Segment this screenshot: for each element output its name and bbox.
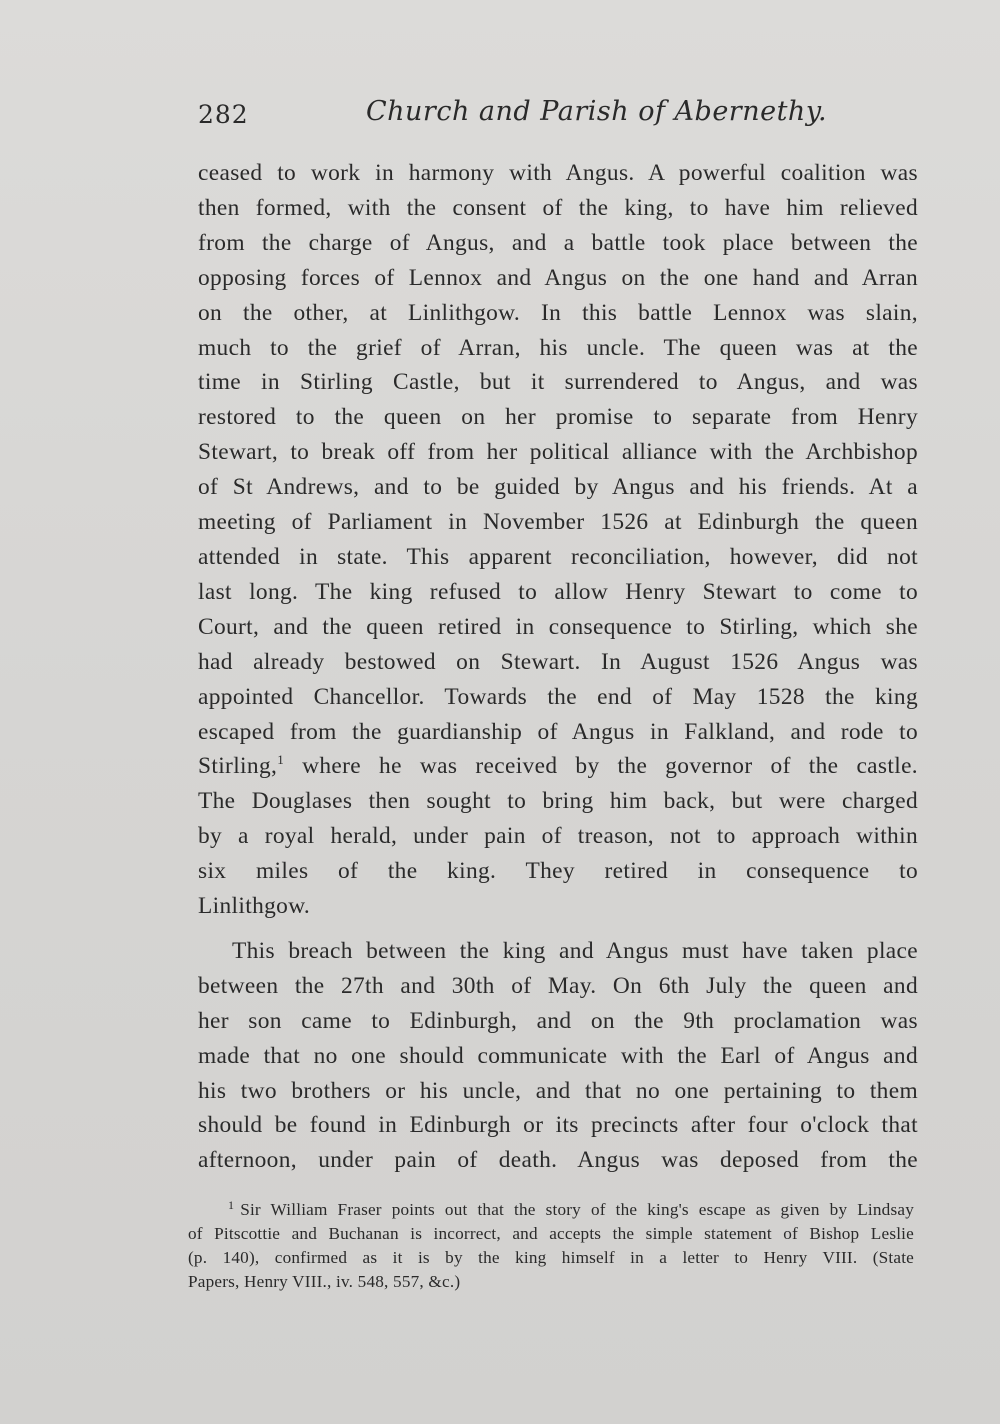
text-line: Court, and the queen retired in consequence to Stirling, which she [198,613,918,640]
text-line: Linlithgow. [198,893,311,920]
footnote-line [188,1198,914,1222]
text-line: then formed, with the consent of the king, to have him relieved [198,194,918,221]
text-line: restored to the queen on her promise to separate from Henry [198,404,918,431]
footnote-mark: 1 [228,1198,235,1212]
footnote-line: (p. 140), confirmed as it is by the king himself in a letter to Henry VIII. (State [188,1248,914,1267]
text-line: Stewart, to break off from her political alliance with the Archbishop [198,439,918,466]
text-line: afternoon, under pain of death. Angus was deposed from the [198,1147,918,1174]
text-line: made that no one should communicate with the Earl of Angus and [198,1042,918,1069]
text-line: by a royal herald, under pain of treason, not to approach within [198,823,918,850]
text-line: should be found in Edinburgh or its precincts after four o'clock that [198,1112,918,1139]
text-line: between the 27th and 30th of May. On 6th July the queen and [198,972,918,999]
text-line: attended in state. This apparent reconciliation, however, did not [198,543,918,570]
footnote-reference: 1 [277,752,285,768]
text-line: The Douglases then sought to bring him back, but were charged [198,788,918,815]
text-fragment: Stirling, [198,753,278,780]
text-line: meeting of Parliament in November 1526 at Edinburgh the queen [198,509,918,536]
text-line: opposing forces of Lennox and Angus on the one hand and Arran [198,264,918,291]
paragraph-gap [198,924,918,934]
text-line: on the other, at Linlithgow. In this battle Lennox was slain, [198,299,918,326]
page-number: 282 [198,100,249,129]
text-line: This breach between the king and Angus must have taken place [232,937,918,964]
text-line: escaped from the guardianship of Angus in Falkland, and rode to [198,718,918,745]
text-line: had already bestowed on Stewart. In August 1526 Angus was [198,648,918,675]
text-line: appointed Chancellor. Towards the end of May 1528 the king [198,683,918,710]
footnote-text: Sir William Fraser points out that the story of the king's escape as given by Lindsay [240,1200,914,1219]
text-line: from the charge of Angus, and a battle took place between the [198,229,918,256]
text-line: last long. The king refused to allow Henry Stewart to come to [198,578,918,605]
text-line: her son came to Edinburgh, and on the 9th proclamation was [198,1007,918,1034]
text-line: time in Stirling Castle, but it surrendered to Angus, and was [198,369,918,396]
footnote-line: Papers, Henry VIII., iv. 548, 557, &c.) [188,1272,461,1291]
footnote-line: of Pitscottie and Buchanan is incorrect, and accepts the simple statement of Bishop Leslie [188,1224,914,1243]
text-line-with-note [198,749,918,784]
text-line: ceased to work in harmony with Angus. A powerful coalition was [198,160,918,186]
text-line: his two brothers or his uncle, and that no one pertaining to them [198,1077,918,1104]
page-header [198,96,918,140]
text-line: of St Andrews, and to be guided by Angus and his friends. At a [198,474,918,501]
text-line: six miles of the king. They retired in consequence to [198,858,918,885]
text-line: much to the grief of Arran, his uncle. The queen was at the [198,334,918,361]
text-fragment: where he was received by the governor of the castle. [284,753,918,780]
footnote [188,1198,914,1294]
body-text [198,156,918,1178]
running-title: Church and Parish of Abernethy. [366,96,828,127]
